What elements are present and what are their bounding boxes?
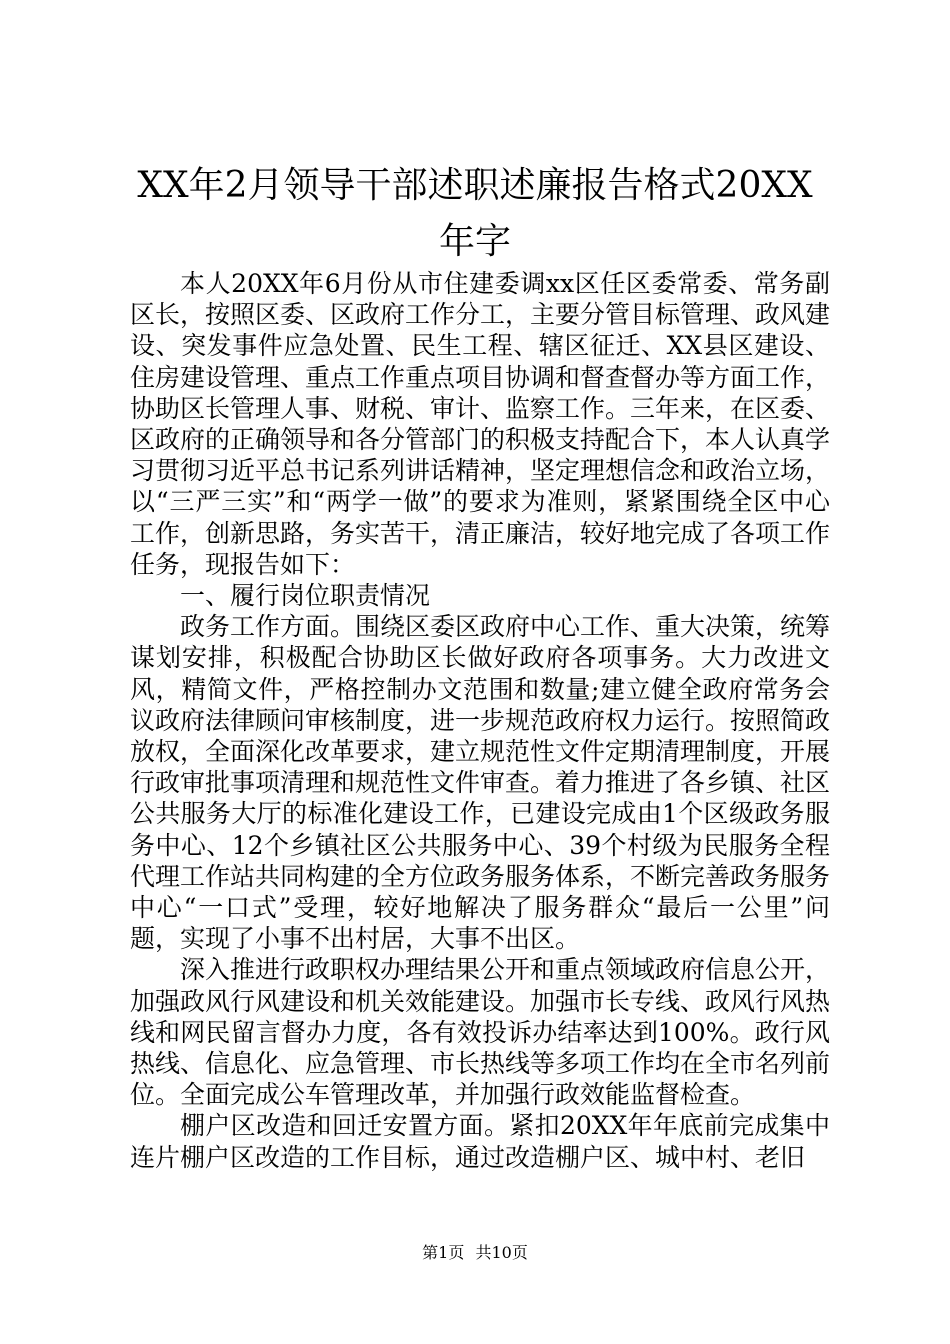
paragraph-government-affairs: 政务工作方面。围绕区委区政府中心工作、重大决策，统筹谋划安排，积极配合协助区长做好政府各项事务。大力改进文风，精简文件，严格控制办文范围和数量;建立健全政府常务会议政府法律顾问审核制度，进一步规范政府权力运行。按照简政放权，全面深化改革要求，建立规范性文件定期清理制度，开展行政审批事项清理和规范性文件审查。着力推进了各乡镇、社区公共服务大厅的标准化建设工作，已建设完成由1个区级政务服务中心、12个乡镇社区公共服务中心、39个村级为民服务全程代理工作站共同构建的全方位政务服务体系，不断完善政务服务中心“一口式”受理，较好地解决了服务群众“最后一公里”问题，实现了小事不出村居，大事不出区。 bbox=[130, 612, 831, 954]
document-body bbox=[130, 268, 830, 1173]
page-number: 第1页 bbox=[422, 1243, 465, 1262]
page-footer bbox=[0, 1243, 950, 1263]
document-title: XX年2月领导干部述职述廉报告格式20XX年字 bbox=[137, 165, 813, 262]
section-heading: 一、履行岗位职责情况 bbox=[180, 581, 431, 611]
paragraph-shantytown: 棚户区改造和回迁安置方面。紧扣20XX年年底前完成集中连片棚户区改造的工作目标，通过改造棚户区、城中村、老旧 bbox=[130, 1111, 830, 1172]
paragraph-transparency: 深入推进行政职权办理结果公开和重点领域政府信息公开，加强政风行风建设和机关效能建设。加强市长专线、政风行风热线和网民留言督办力度，各有效投诉办结率达到100%。政行风热线、信息化、应急管理、市长热线等多项工作均在全市名列前位。全面完成公车管理改革，并加强行政效能监督检查。 bbox=[130, 955, 831, 1110]
paragraph-intro: 本人20XX年6月份从市住建委调xx区任区委常委、常务副区长，按照区委、区政府工作分工，主要分管目标管理、政风建设、突发事件应急处置、民生工程、辖区征迁、XX县区建设、住房建设管理、重点工作重点项目协调和督查督办等方面工作，协助区长管理人事、财税、审计、监察工作。三年来，在区委、区政府的正确领导和各分管部门的积极支持配合下，本人认真学习贯彻习近平总书记系列讲话精神，坚定理想信念和政治立场，以“三严三实”和“两学一做”的要求为准则，紧紧围绕全区中心工作，创新思路，务实苦干，清正廉洁，较好地完成了各项工作任务，现报告如下： bbox=[130, 269, 831, 579]
page-total: 共10页 bbox=[475, 1243, 528, 1262]
